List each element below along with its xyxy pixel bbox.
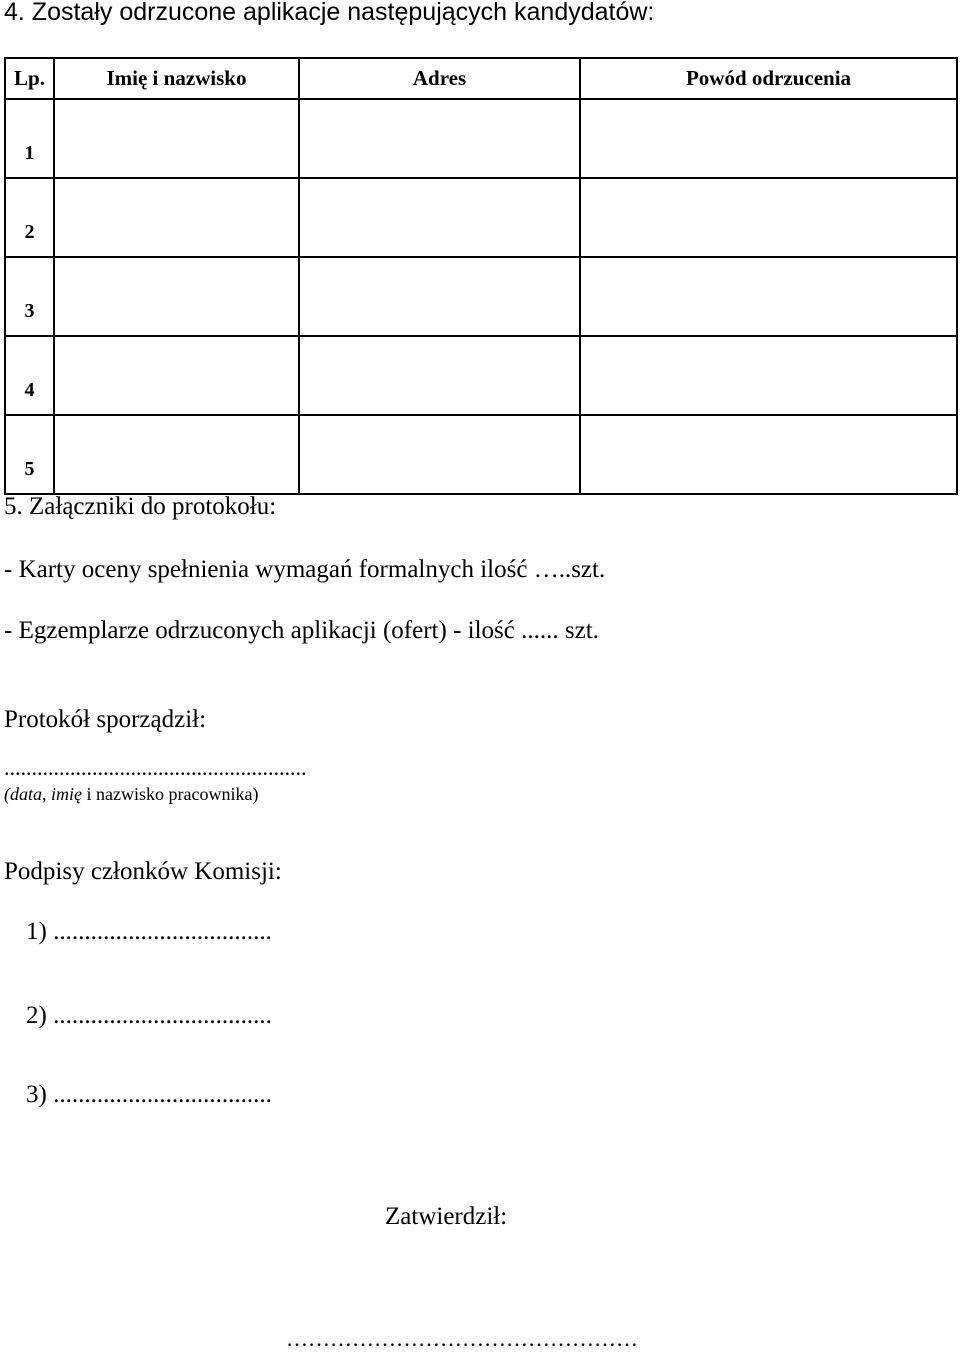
reason-cell (580, 336, 957, 415)
prepared-by-signature-line: ....................................................... (4, 755, 307, 780)
row-number-cell: 3 (5, 257, 54, 336)
attachment-item-evaluation-cards: - Karty oceny spełnienia wymagań formalnych ilość …..szt. (4, 556, 606, 583)
column-header-address: Adres (299, 58, 580, 99)
reason-cell (580, 415, 957, 494)
reason-cell (580, 257, 957, 336)
caption-regular-part: i nazwisko pracownika) (82, 784, 259, 804)
committee-signature-line-3: 3) ................................... (26, 1081, 272, 1108)
row-number-cell: 1 (5, 99, 54, 178)
committee-signature-line-2: 2) ................................... (26, 1002, 272, 1029)
address-cell (299, 257, 580, 336)
prepared-by-label: Protokół sporządził: (4, 706, 207, 733)
name-cell (54, 415, 299, 494)
reason-cell (580, 178, 957, 257)
table-row (5, 415, 957, 494)
name-cell (54, 257, 299, 336)
address-cell (299, 415, 580, 494)
table-row (5, 257, 957, 336)
section-5-heading: 5. Załączniki do protokołu: (4, 493, 277, 520)
name-cell (54, 336, 299, 415)
column-header-reason: Powód odrzucenia (580, 58, 957, 99)
attachment-item-rejected-applications: - Egzemplarze odrzuconych aplikacji (ofert) - ilość ...... szt. (4, 617, 599, 644)
row-number-cell: 2 (5, 178, 54, 257)
approved-by-label: Zatwierdził: (385, 1203, 508, 1230)
reason-cell (580, 99, 957, 178)
name-cell (54, 99, 299, 178)
caption-italic-part: (data, imię (4, 784, 82, 804)
address-cell (299, 178, 580, 257)
name-cell (54, 178, 299, 257)
rejected-applications-table (4, 57, 958, 495)
row-number-cell: 5 (5, 415, 54, 494)
table-row (5, 336, 957, 415)
committee-signature-line-1: 1) ................................... (26, 918, 272, 945)
row-number-cell: 4 (5, 336, 54, 415)
approved-by-signature-line: ………………………………………… (286, 1326, 638, 1351)
table-row (5, 178, 957, 257)
table-row (5, 99, 957, 178)
address-cell (299, 336, 580, 415)
committee-signatures-label: Podpisy członków Komisji: (4, 858, 282, 885)
table-header-row (5, 58, 957, 99)
column-header-lp: Lp. (5, 58, 54, 99)
section-4-heading: 4. Zostały odrzucone aplikacje następujących kandydatów: (4, 0, 655, 26)
column-header-name: Imię i nazwisko (54, 58, 299, 99)
prepared-by-caption (4, 784, 258, 805)
address-cell (299, 99, 580, 178)
